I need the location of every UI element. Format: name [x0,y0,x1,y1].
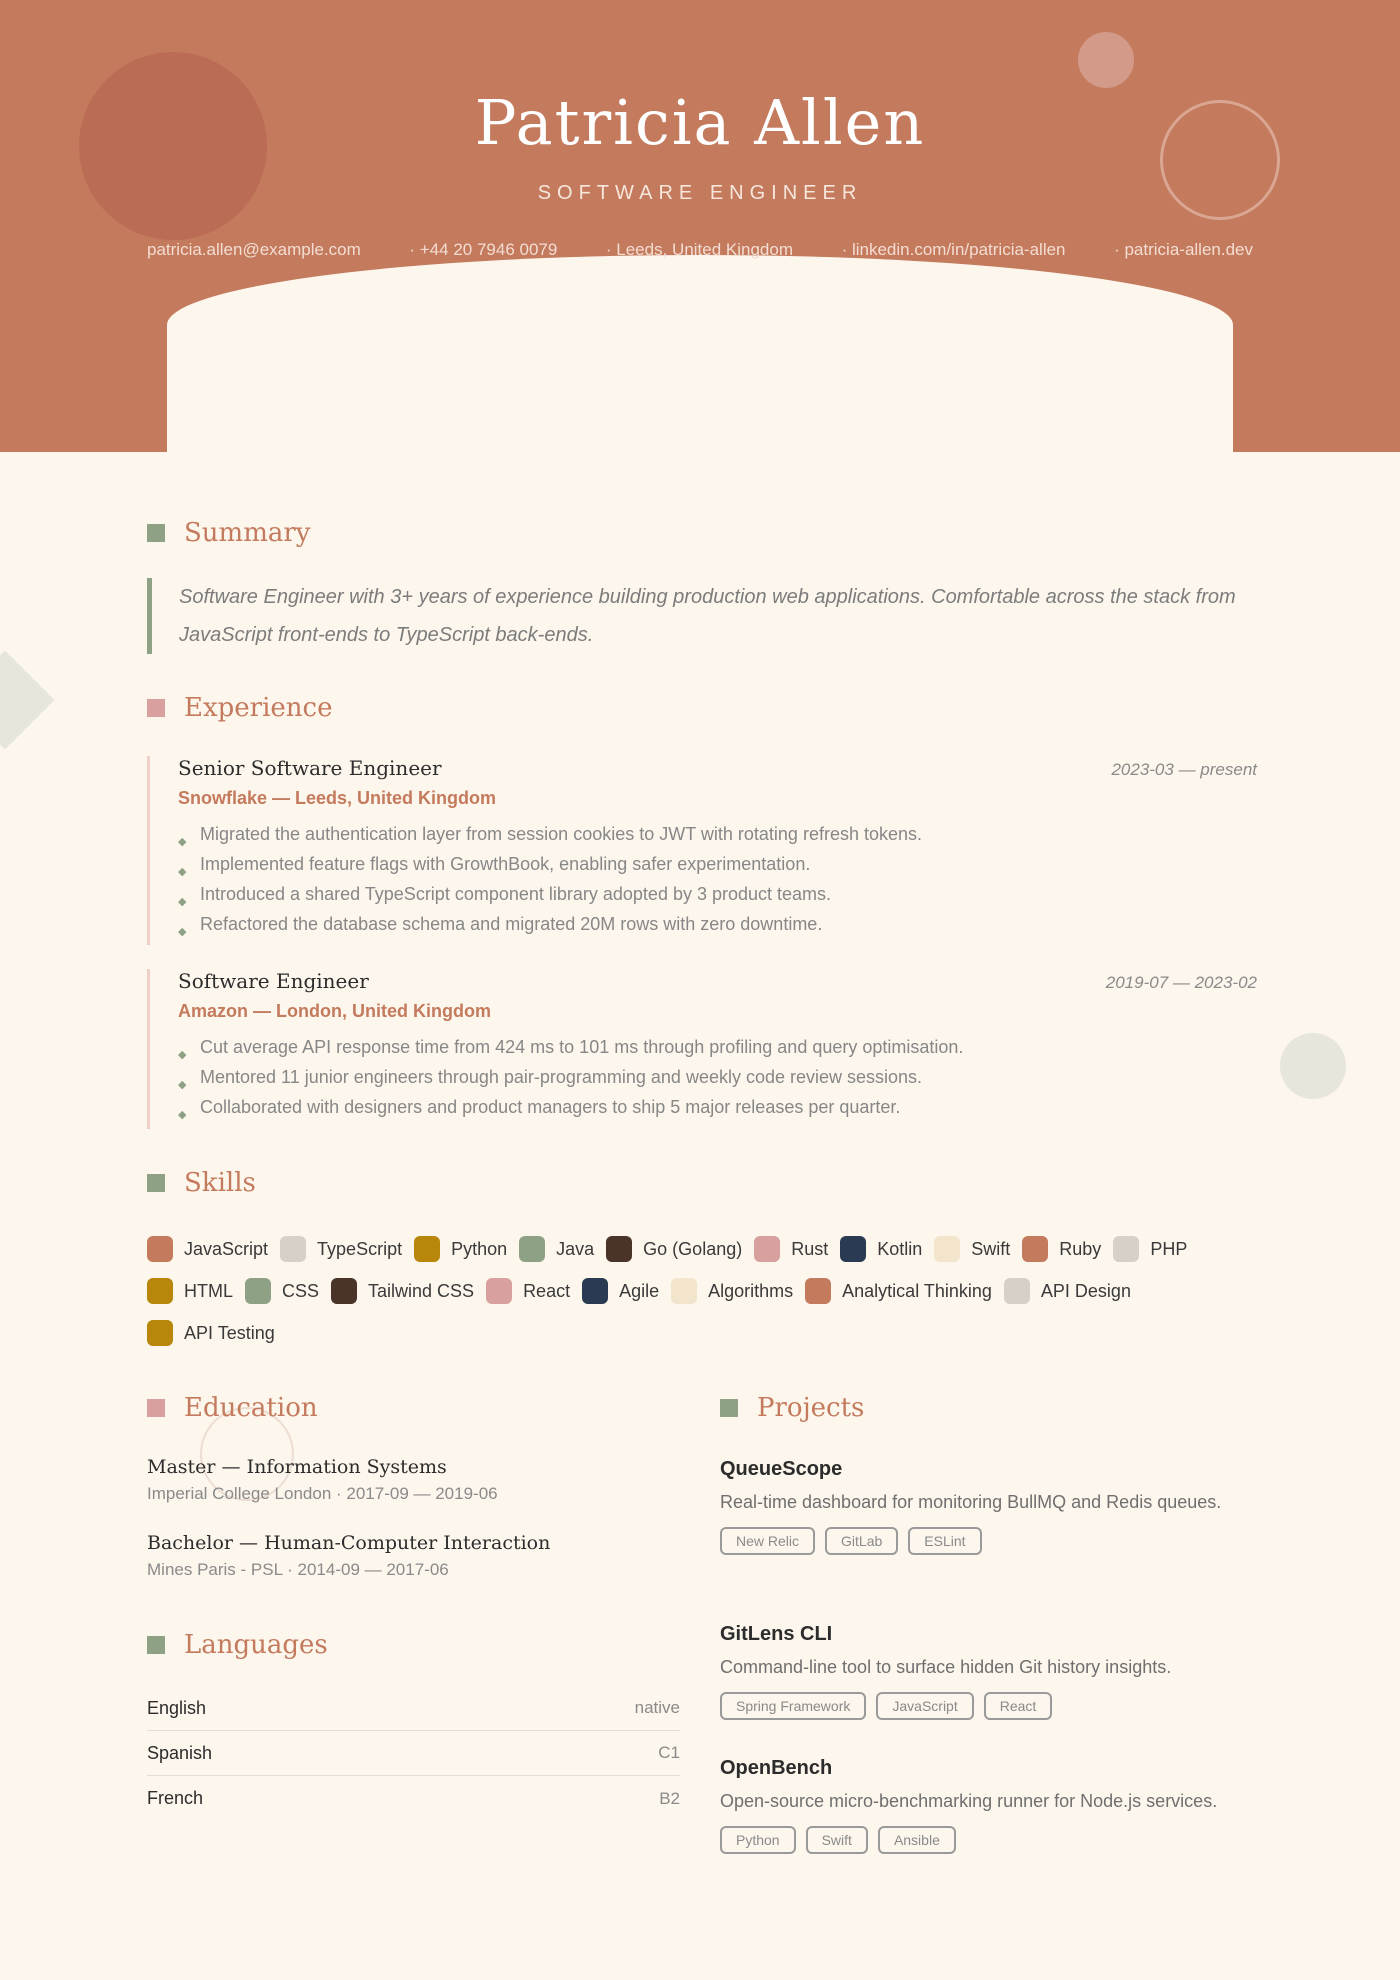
skill-color-chip [805,1278,831,1304]
section-title: Skills [184,1168,256,1198]
skill-color-chip [147,1320,173,1346]
skill-color-chip [486,1278,512,1304]
skill-color-chip [280,1236,306,1262]
job-role: Software Engineer [178,969,369,993]
job-bullet: ◆ Collaborated with designers and product managers to ship 5 major releases per quarter. [178,1092,1257,1122]
job-bullet: ◆ Mentored 11 junior engineers through pair-programming and weekly code review sessions. [178,1062,1257,1092]
tech-tag: GitLab [825,1527,898,1555]
skill-tag: TypeScript [280,1236,402,1262]
section-skills-heading [147,1168,256,1198]
skill-tag: API Testing [147,1320,275,1346]
language-name: English [147,1697,207,1718]
language-name: Spanish [147,1742,213,1763]
project-entry [720,1623,1260,1720]
skill-tag: API Design [1004,1278,1131,1304]
project-tags [720,1692,1260,1720]
project-name: GitLens CLI [720,1623,833,1645]
diamond-bullet-icon: ◆ [178,1049,187,1061]
section-education-heading [147,1393,318,1423]
job-company: Snowflake — Leeds, United Kingdom [178,788,497,808]
diamond-bullet-icon: ◆ [178,896,187,908]
skill-tag: PHP [1113,1236,1187,1262]
section-title: Education [184,1393,318,1423]
job-dates: 2019-07 — 2023-02 [1105,973,1257,992]
project-entry [720,1458,1260,1555]
skill-tag: JavaScript [147,1236,268,1262]
diamond-bullet-icon: ◆ [178,866,187,878]
skill-tag: Analytical Thinking [805,1278,992,1304]
resume-header [0,0,1400,452]
skill-color-chip [1113,1236,1139,1262]
skill-color-chip [147,1278,173,1304]
project-tags [720,1826,1260,1854]
tech-tag: Spring Framework [720,1692,866,1720]
tech-tag: JavaScript [876,1692,973,1720]
education-entry [147,1456,687,1504]
tech-tag: ESLint [908,1527,981,1555]
skill-tag: React [486,1278,570,1304]
skill-tag: Java [519,1236,594,1262]
skills-row [147,1270,1257,1312]
skill-tag: HTML [147,1278,233,1304]
diamond-bullet-icon: ◆ [178,926,187,938]
language-name: French [147,1788,204,1808]
language-level: native [634,1698,680,1717]
project-entry [720,1757,1260,1854]
project-description: Real-time dashboard for monitoring BullMQ and Redis queues. [720,1492,1222,1512]
decorative-dot [1280,1033,1346,1099]
diamond-bullet-icon: ◆ [178,1079,187,1091]
job-bullet: ◆ Refactored the database schema and migrated 20M rows with zero downtime. [178,909,1257,939]
education-meta: Imperial College London · 2017-09 — 2019-06 [147,1484,498,1503]
education-entry [147,1532,687,1580]
skill-tag: Swift [934,1236,1010,1262]
skill-color-chip [671,1278,697,1304]
tech-tag: Python [720,1826,796,1854]
language-row [147,1731,680,1776]
job-bullet: ◆ Introduced a shared TypeScript component library adopted by 3 product teams. [178,879,1257,909]
section-marker [720,1399,738,1417]
contact-email[interactable]: patricia.allen@example.com [147,240,361,259]
contact-line [147,240,1253,260]
project-name: QueueScope [720,1458,843,1480]
tech-tag: React [984,1692,1053,1720]
section-projects-heading [720,1393,864,1423]
diamond-bullet-icon: ◆ [178,1109,187,1121]
skill-color-chip [934,1236,960,1262]
section-languages-heading [147,1630,328,1660]
section-title: Languages [184,1630,328,1660]
skill-tag: Go (Golang) [606,1236,742,1262]
skill-color-chip [519,1236,545,1262]
section-summary-heading [147,518,310,548]
education-degree: Bachelor — Human-Computer Interaction [147,1532,551,1554]
section-marker [147,524,165,542]
skill-tag: Rust [754,1236,828,1262]
candidate-name: Patricia Allen [474,86,926,159]
education-degree: Master — Information Systems [147,1456,447,1478]
job-bullet: ◆ Cut average API response time from 424 ms to 101 ms through profiling and query optimisation. [178,1032,1257,1062]
skill-tag: Agile [582,1278,659,1304]
job-bullet: ◆ Migrated the authentication layer from session cookies to JWT with rotating refresh tokens. [178,819,1257,849]
language-level: C1 [658,1743,680,1762]
skill-tag: CSS [245,1278,319,1304]
candidate-title: SOFTWARE ENGINEER [537,182,863,204]
skill-color-chip [1022,1236,1048,1262]
skill-tag: Tailwind CSS [331,1278,474,1304]
skill-tag: Algorithms [671,1278,793,1304]
project-name: OpenBench [720,1757,833,1779]
skill-color-chip [840,1236,866,1262]
tech-tag: Ansible [878,1826,956,1854]
skill-color-chip [606,1236,632,1262]
contact-location: · Leeds, United Kingdom [605,240,793,259]
job-bullets [178,819,1257,939]
job-bullets [178,1032,1257,1122]
skill-color-chip [582,1278,608,1304]
section-title: Summary [184,518,311,548]
decorative-dot [1078,32,1134,88]
skill-color-chip [147,1236,173,1262]
skill-color-chip [331,1278,357,1304]
skills-row [147,1312,1257,1354]
education-meta: Mines Paris - PSL · 2014-09 — 2017-06 [147,1560,449,1579]
skill-tag: Kotlin [840,1236,922,1262]
decorative-diamond [0,651,54,750]
language-row [147,1686,680,1731]
experience-entry [147,756,1257,945]
language-level: B2 [659,1788,680,1808]
skill-tag: Python [414,1236,507,1262]
section-title: Projects [757,1393,865,1423]
section-title: Experience [184,693,333,723]
section-marker [147,699,165,717]
contact-linkedin[interactable]: · linkedin.com/in/patricia-allen [841,240,1066,259]
skills-row [147,1228,1257,1270]
section-marker [147,1636,165,1654]
language-row [147,1776,680,1821]
experience-entry [147,969,1257,1129]
project-description: Command-line tool to surface hidden Git history insights. [720,1657,1172,1677]
header-arch [167,255,1233,452]
diamond-bullet-icon: ◆ [178,836,187,848]
tech-tag: Swift [806,1826,868,1854]
project-tags [720,1527,1260,1555]
job-bullet: ◆ Implemented feature flags with GrowthBook, enabling safer experimentation. [178,849,1257,879]
skills-list [147,1228,1257,1354]
skill-tag: Ruby [1022,1236,1101,1262]
section-marker [147,1174,165,1192]
section-experience-heading [147,693,333,723]
contact-phone[interactable]: · +44 20 7946 0079 [409,240,558,259]
summary-text: Software Engineer with 3+ years of experience building production web applications. Comfortable across the stack from JavaScript front-ends to TypeScript back-ends. [147,578,1257,654]
project-description: Open-source micro-benchmarking runner for Node.js services. [720,1791,1218,1811]
job-role: Senior Software Engineer [178,756,442,780]
job-company: Amazon — London, United Kingdom [178,1001,491,1021]
skill-color-chip [414,1236,440,1262]
skill-color-chip [245,1278,271,1304]
skill-color-chip [754,1236,780,1262]
section-marker [147,1399,165,1417]
skill-color-chip [1004,1278,1030,1304]
contact-website[interactable]: · patricia-allen.dev [1114,240,1253,259]
tech-tag: New Relic [720,1527,815,1555]
job-dates: 2023-03 — present [1111,760,1257,779]
